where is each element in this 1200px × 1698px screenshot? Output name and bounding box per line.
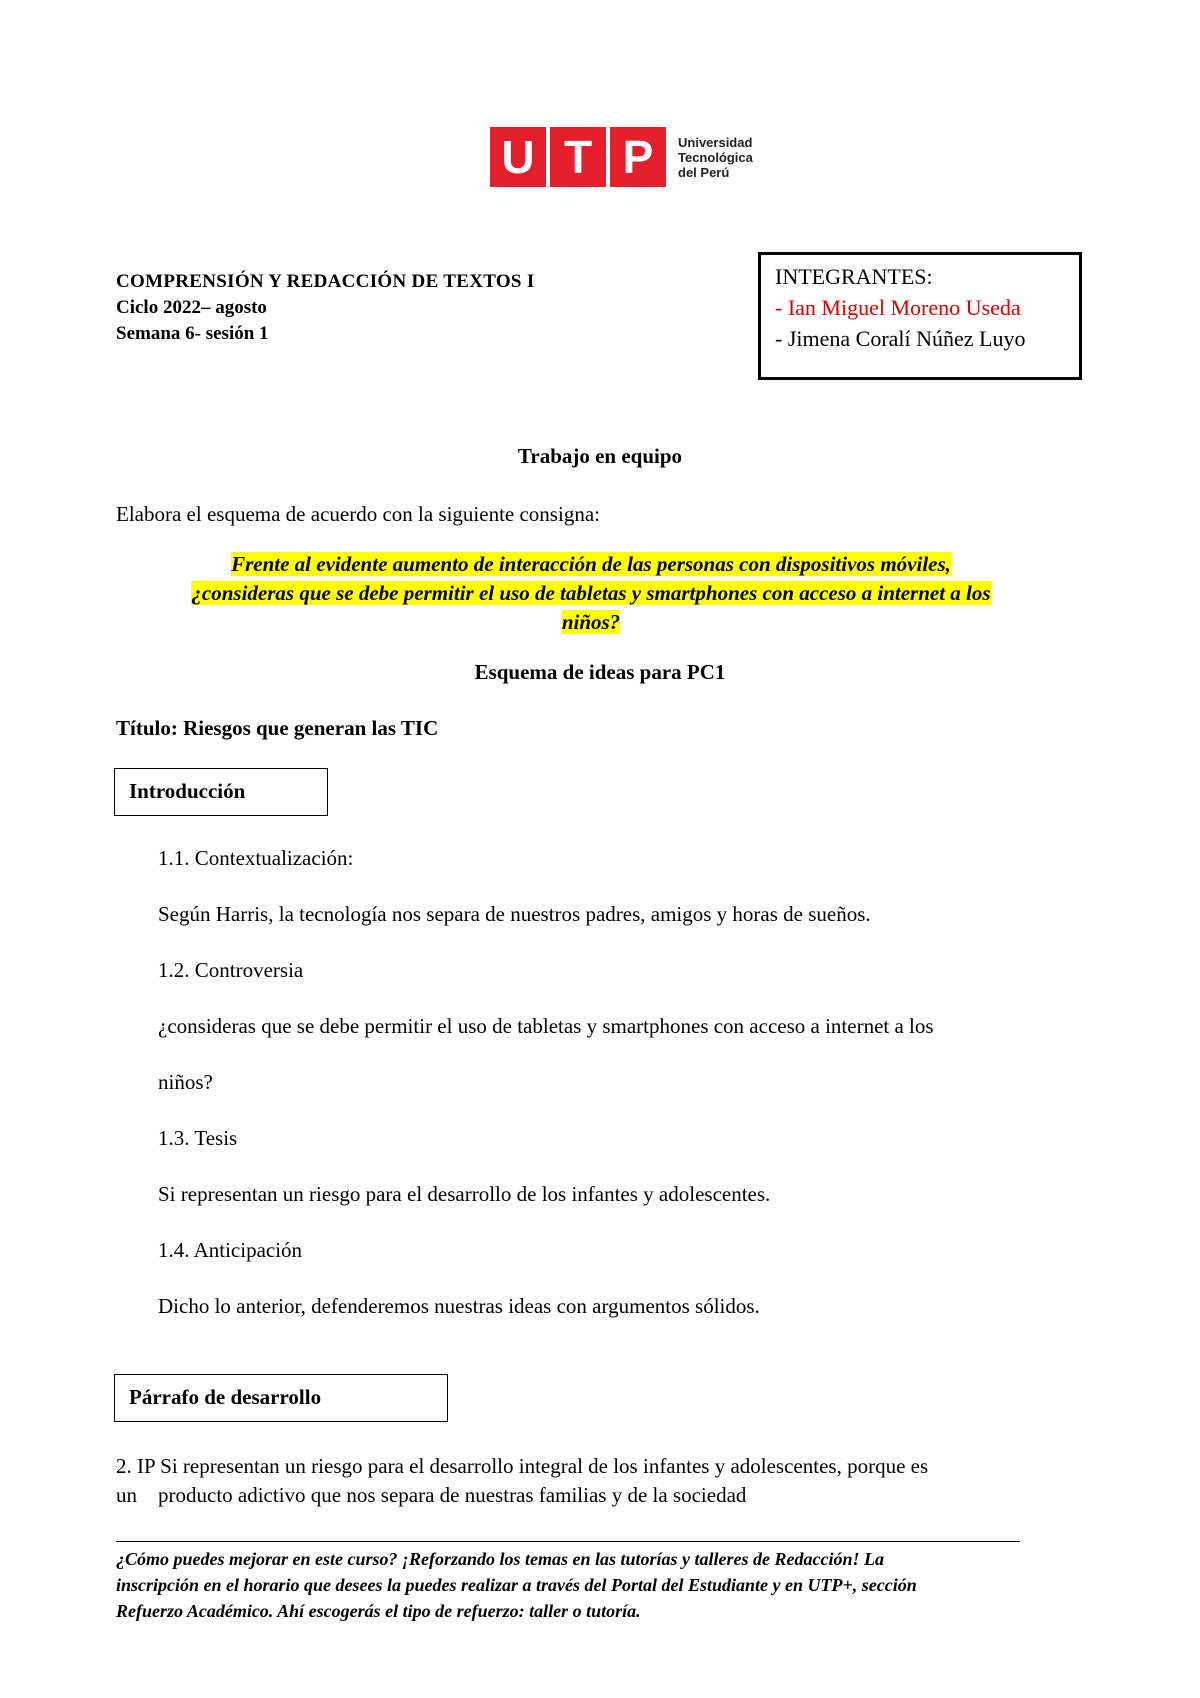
members-box xyxy=(758,252,1082,380)
prompt-line-1: Frente al evidente aumento de interacción de las personas con dispositivos móviles, xyxy=(231,552,951,576)
development-label: Párrafo de desarrollo xyxy=(114,1374,448,1422)
intro-3-text: Si representan un riesgo para el desarrollo de los infantes y adolescentes. xyxy=(158,1182,771,1206)
footer-line-3: Refuerzo Académico. Ahí escogerás el tipo de refuerzo: taller o tutoría. xyxy=(116,1601,641,1621)
footer-line-1: ¿Cómo puedes mejorar en este curso? ¡Reforzando los temas en las tutorías y talleres de Redacción! La xyxy=(116,1549,884,1569)
course-title: COMPRENSIÓN Y REDACCIÓN DE TEXTOS I xyxy=(116,271,535,292)
logo-letter-t: T xyxy=(550,127,606,187)
members-title: INTEGRANTES: xyxy=(775,264,933,289)
document-title: Título: Riesgos que generan las TIC xyxy=(116,716,439,740)
member-2: - Jimena Coralí Núñez Luyo xyxy=(775,326,1026,351)
logo-letter-u: U xyxy=(490,127,546,187)
intro-2-heading: 1.2. Controversia xyxy=(158,958,304,982)
intro-1-text: Según Harris, la tecnología nos separa de nuestros padres, amigos y horas de sueños. xyxy=(158,902,871,926)
intro-1-heading: 1.1. Contextualización: xyxy=(158,846,354,870)
footer-note xyxy=(116,1546,1076,1624)
course-week: Semana 6- sesión 1 xyxy=(116,323,269,344)
intro-2-text-line-1: ¿consideras que se debe permitir el uso de tabletas y smartphones con acceso a internet a los xyxy=(158,1014,934,1038)
intro-4-heading: 1.4. Anticipación xyxy=(158,1238,303,1262)
section-title: Trabajo en equipo xyxy=(517,444,683,468)
intro-4-text: Dicho lo anterior, defenderemos nuestras ideas con argumentos sólidos. xyxy=(158,1294,760,1318)
intro-3-heading: 1.3. Tesis xyxy=(158,1126,238,1150)
instruction-text: Elabora el esquema de acuerdo con la siguiente consigna: xyxy=(116,502,600,526)
member-1: - Ian Miguel Moreno Useda xyxy=(775,295,1021,320)
prompt-line-3: niños? xyxy=(561,610,621,634)
development-line-2: un producto adictivo que nos separa de nuestras familias y de la sociedad xyxy=(116,1483,747,1507)
footer-divider xyxy=(116,1541,1020,1542)
course-cycle: Ciclo 2022– agosto xyxy=(116,297,267,318)
intro-2-text-line-2: niños? xyxy=(158,1070,213,1094)
prompt-line-2: ¿consideras que se debe permitir el uso de tabletas y smartphones con acceso a internet a los xyxy=(191,581,991,605)
schema-title: Esquema de ideas para PC1 xyxy=(474,660,726,684)
course-header xyxy=(116,269,535,347)
prompt-question xyxy=(116,550,1066,637)
logo-letter-p: P xyxy=(610,127,666,187)
logo-university-name: Universidad Tecnológica del Perú xyxy=(678,134,753,180)
utp-logo xyxy=(490,127,753,187)
introduction-label: Introducción xyxy=(114,768,328,816)
footer-line-2: inscripción en el horario que desees la puedes realizar a través del Portal del Estudiante y en UTP+, sección xyxy=(116,1575,917,1595)
development-line-1: 2. IP Si representan un riesgo para el desarrollo integral de los infantes y adolescentes, porque es xyxy=(116,1454,929,1478)
